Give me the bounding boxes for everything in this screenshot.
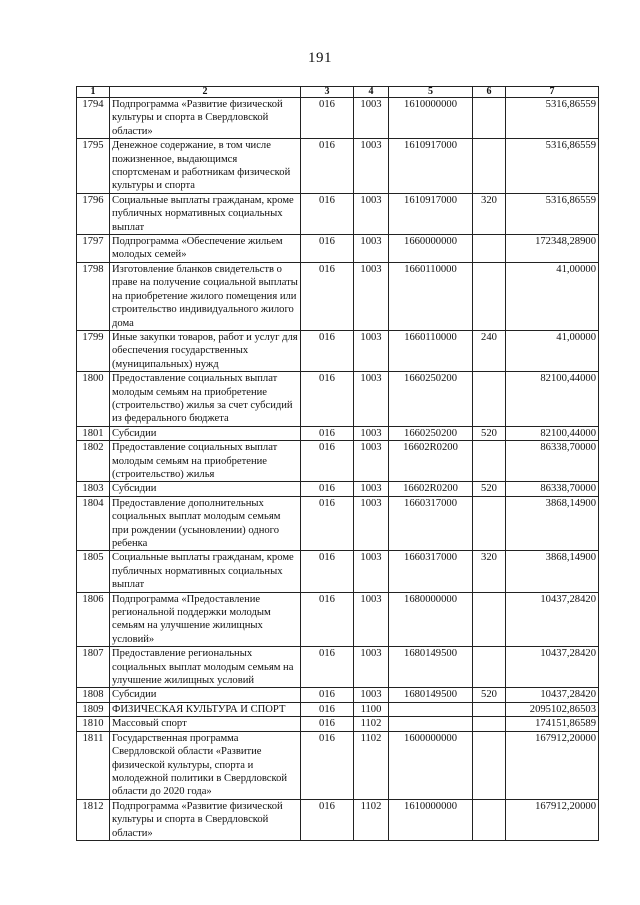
row-name-cell: Предоставление дополнительных социальных выплат молодым семьям при рождении (усыновлении) одного ребенка xyxy=(110,496,301,551)
amount-cell: 174151,86589 xyxy=(506,717,599,731)
expense-type-code-cell: 520 xyxy=(473,426,506,440)
table-row xyxy=(77,330,599,371)
amount-cell: 41,00000 xyxy=(506,330,599,371)
target-code-cell: 1600000000 xyxy=(389,731,473,799)
row-number-cell: 1812 xyxy=(77,799,110,840)
expense-type-code-cell: 240 xyxy=(473,330,506,371)
expense-type-code-cell xyxy=(473,496,506,551)
expense-type-code-cell xyxy=(473,235,506,263)
section-code-cell: 1003 xyxy=(354,482,389,496)
target-code-cell: 16602R0200 xyxy=(389,482,473,496)
row-number-cell: 1801 xyxy=(77,426,110,440)
row-number-cell: 1809 xyxy=(77,702,110,716)
ministry-code-cell: 016 xyxy=(301,235,354,263)
amount-cell: 86338,70000 xyxy=(506,482,599,496)
row-number-cell: 1802 xyxy=(77,441,110,482)
ministry-code-cell: 016 xyxy=(301,717,354,731)
ministry-code-cell: 016 xyxy=(301,688,354,702)
amount-cell: 3868,14900 xyxy=(506,496,599,551)
section-code-cell: 1003 xyxy=(354,139,389,194)
ministry-code-cell: 016 xyxy=(301,496,354,551)
expense-type-code-cell: 320 xyxy=(473,551,506,592)
amount-cell: 10437,28420 xyxy=(506,647,599,688)
table-row xyxy=(77,592,599,647)
section-code-cell: 1003 xyxy=(354,262,389,330)
section-code-cell: 1003 xyxy=(354,647,389,688)
ministry-code-cell: 016 xyxy=(301,98,354,139)
row-name-cell: Подпрограмма «Обеспечение жильем молодых семей» xyxy=(110,235,301,263)
row-number-cell: 1806 xyxy=(77,592,110,647)
section-code-cell: 1003 xyxy=(354,551,389,592)
budget-table xyxy=(76,86,599,841)
row-name-cell: Подпрограмма «Развитие физической культуры и спорта в Свердловской области» xyxy=(110,799,301,840)
table-row xyxy=(77,441,599,482)
target-code-cell: 1660110000 xyxy=(389,330,473,371)
amount-cell: 82100,44000 xyxy=(506,372,599,427)
target-code-cell: 1660250200 xyxy=(389,372,473,427)
expense-type-code-cell: 520 xyxy=(473,482,506,496)
target-code-cell: 1660000000 xyxy=(389,235,473,263)
header-cell: 5 xyxy=(389,87,473,98)
row-name-cell: Предоставление региональных социальных выплат молодым семьям на улучшение жилищных условий xyxy=(110,647,301,688)
row-name-cell: Субсидии xyxy=(110,482,301,496)
target-code-cell: 1660317000 xyxy=(389,551,473,592)
amount-cell: 3868,14900 xyxy=(506,551,599,592)
amount-cell: 5316,86559 xyxy=(506,139,599,194)
amount-cell: 5316,86559 xyxy=(506,193,599,234)
target-code-cell xyxy=(389,717,473,731)
row-name-cell: Социальные выплаты гражданам, кроме публичных нормативных социальных выплат xyxy=(110,193,301,234)
amount-cell: 41,00000 xyxy=(506,262,599,330)
header-cell: 2 xyxy=(110,87,301,98)
row-number-cell: 1804 xyxy=(77,496,110,551)
row-name-cell: Предоставление социальных выплат молодым семьям на приобретение (строительство) жилья за счет субсидий из федерального бюджета xyxy=(110,372,301,427)
amount-cell: 10437,28420 xyxy=(506,688,599,702)
section-code-cell: 1003 xyxy=(354,193,389,234)
section-code-cell: 1003 xyxy=(354,98,389,139)
ministry-code-cell: 016 xyxy=(301,262,354,330)
table-row xyxy=(77,235,599,263)
expense-type-code-cell xyxy=(473,717,506,731)
section-code-cell: 1003 xyxy=(354,688,389,702)
row-name-cell: Предоставление социальных выплат молодым семьям на приобретение (строительство) жилья xyxy=(110,441,301,482)
amount-cell: 82100,44000 xyxy=(506,426,599,440)
table-row xyxy=(77,496,599,551)
row-number-cell: 1796 xyxy=(77,193,110,234)
row-number-cell: 1805 xyxy=(77,551,110,592)
expense-type-code-cell xyxy=(473,372,506,427)
target-code-cell: 1680149500 xyxy=(389,647,473,688)
row-number-cell: 1800 xyxy=(77,372,110,427)
ministry-code-cell: 016 xyxy=(301,441,354,482)
row-number-cell: 1810 xyxy=(77,717,110,731)
section-code-cell: 1102 xyxy=(354,717,389,731)
table-row xyxy=(77,262,599,330)
table-row xyxy=(77,482,599,496)
ministry-code-cell: 016 xyxy=(301,330,354,371)
section-code-cell: 1003 xyxy=(354,496,389,551)
target-code-cell: 1610000000 xyxy=(389,98,473,139)
expense-type-code-cell xyxy=(473,139,506,194)
header-row xyxy=(77,87,599,98)
expense-type-code-cell: 320 xyxy=(473,193,506,234)
row-name-cell: Подпрограмма «Развитие физической культуры и спорта в Свердловской области» xyxy=(110,98,301,139)
header-cell: 1 xyxy=(77,87,110,98)
row-name-cell: Социальные выплаты гражданам, кроме публичных нормативных социальных выплат xyxy=(110,551,301,592)
row-name-cell: ФИЗИЧЕСКАЯ КУЛЬТУРА И СПОРТ xyxy=(110,702,301,716)
target-code-cell: 1660110000 xyxy=(389,262,473,330)
section-code-cell: 1003 xyxy=(354,372,389,427)
target-code-cell: 1660317000 xyxy=(389,496,473,551)
target-code-cell: 1610917000 xyxy=(389,193,473,234)
ministry-code-cell: 016 xyxy=(301,139,354,194)
amount-cell: 167912,20000 xyxy=(506,799,599,840)
ministry-code-cell: 016 xyxy=(301,702,354,716)
ministry-code-cell: 016 xyxy=(301,193,354,234)
header-cell: 6 xyxy=(473,87,506,98)
header-cell: 4 xyxy=(354,87,389,98)
page-number: 191 xyxy=(308,50,332,66)
expense-type-code-cell xyxy=(473,98,506,139)
row-number-cell: 1807 xyxy=(77,647,110,688)
row-number-cell: 1797 xyxy=(77,235,110,263)
table-row xyxy=(77,139,599,194)
table-row xyxy=(77,688,599,702)
expense-type-code-cell xyxy=(473,592,506,647)
table-row xyxy=(77,647,599,688)
row-name-cell: Денежное содержание, в том числе пожизненное, выдающимся спортсменам и работникам физической культуры и спорта xyxy=(110,139,301,194)
row-name-cell: Массовый спорт xyxy=(110,717,301,731)
amount-cell: 5316,86559 xyxy=(506,98,599,139)
ministry-code-cell: 016 xyxy=(301,482,354,496)
target-code-cell: 1680000000 xyxy=(389,592,473,647)
table-row xyxy=(77,98,599,139)
section-code-cell: 1102 xyxy=(354,731,389,799)
expense-type-code-cell: 520 xyxy=(473,688,506,702)
row-name-cell: Субсидии xyxy=(110,426,301,440)
section-code-cell: 1003 xyxy=(354,235,389,263)
ministry-code-cell: 016 xyxy=(301,799,354,840)
expense-type-code-cell xyxy=(473,731,506,799)
ministry-code-cell: 016 xyxy=(301,592,354,647)
section-code-cell: 1102 xyxy=(354,799,389,840)
ministry-code-cell: 016 xyxy=(301,731,354,799)
row-number-cell: 1799 xyxy=(77,330,110,371)
row-number-cell: 1795 xyxy=(77,139,110,194)
row-name-cell: Иные закупки товаров, работ и услуг для обеспечения государственных (муниципальных) нужд xyxy=(110,330,301,371)
table-row xyxy=(77,193,599,234)
table-row xyxy=(77,731,599,799)
section-code-cell: 1003 xyxy=(354,330,389,371)
header-cell: 7 xyxy=(506,87,599,98)
row-number-cell: 1794 xyxy=(77,98,110,139)
expense-type-code-cell xyxy=(473,647,506,688)
ministry-code-cell: 016 xyxy=(301,372,354,427)
table-row xyxy=(77,372,599,427)
row-number-cell: 1798 xyxy=(77,262,110,330)
row-name-cell: Государственная программа Свердловской области «Развитие физической культуры, спорта и молодежной политики в Свердловской области до 2020 года» xyxy=(110,731,301,799)
amount-cell: 172348,28900 xyxy=(506,235,599,263)
expense-type-code-cell xyxy=(473,702,506,716)
amount-cell: 86338,70000 xyxy=(506,441,599,482)
expense-type-code-cell xyxy=(473,441,506,482)
target-code-cell xyxy=(389,702,473,716)
section-code-cell: 1003 xyxy=(354,441,389,482)
table-row xyxy=(77,717,599,731)
amount-cell: 10437,28420 xyxy=(506,592,599,647)
table-row xyxy=(77,702,599,716)
section-code-cell: 1003 xyxy=(354,592,389,647)
ministry-code-cell: 016 xyxy=(301,426,354,440)
row-number-cell: 1808 xyxy=(77,688,110,702)
ministry-code-cell: 016 xyxy=(301,647,354,688)
row-number-cell: 1803 xyxy=(77,482,110,496)
target-code-cell: 16602R0200 xyxy=(389,441,473,482)
amount-cell: 2095102,86503 xyxy=(506,702,599,716)
target-code-cell: 1680149500 xyxy=(389,688,473,702)
table-row xyxy=(77,426,599,440)
row-name-cell: Изготовление бланков свидетельств о праве на получение социальной выплаты на приобретение жилого помещения или строительство индивидуального жилого дома xyxy=(110,262,301,330)
row-name-cell: Субсидии xyxy=(110,688,301,702)
target-code-cell: 1610000000 xyxy=(389,799,473,840)
target-code-cell: 1610917000 xyxy=(389,139,473,194)
section-code-cell: 1100 xyxy=(354,702,389,716)
ministry-code-cell: 016 xyxy=(301,551,354,592)
expense-type-code-cell xyxy=(473,262,506,330)
section-code-cell: 1003 xyxy=(354,426,389,440)
row-number-cell: 1811 xyxy=(77,731,110,799)
row-name-cell: Подпрограмма «Предоставление региональной поддержки молодым семьям на улучшение жилищных условий» xyxy=(110,592,301,647)
expense-type-code-cell xyxy=(473,799,506,840)
table-row xyxy=(77,551,599,592)
target-code-cell: 1660250200 xyxy=(389,426,473,440)
header-cell: 3 xyxy=(301,87,354,98)
amount-cell: 167912,20000 xyxy=(506,731,599,799)
table-row xyxy=(77,799,599,840)
